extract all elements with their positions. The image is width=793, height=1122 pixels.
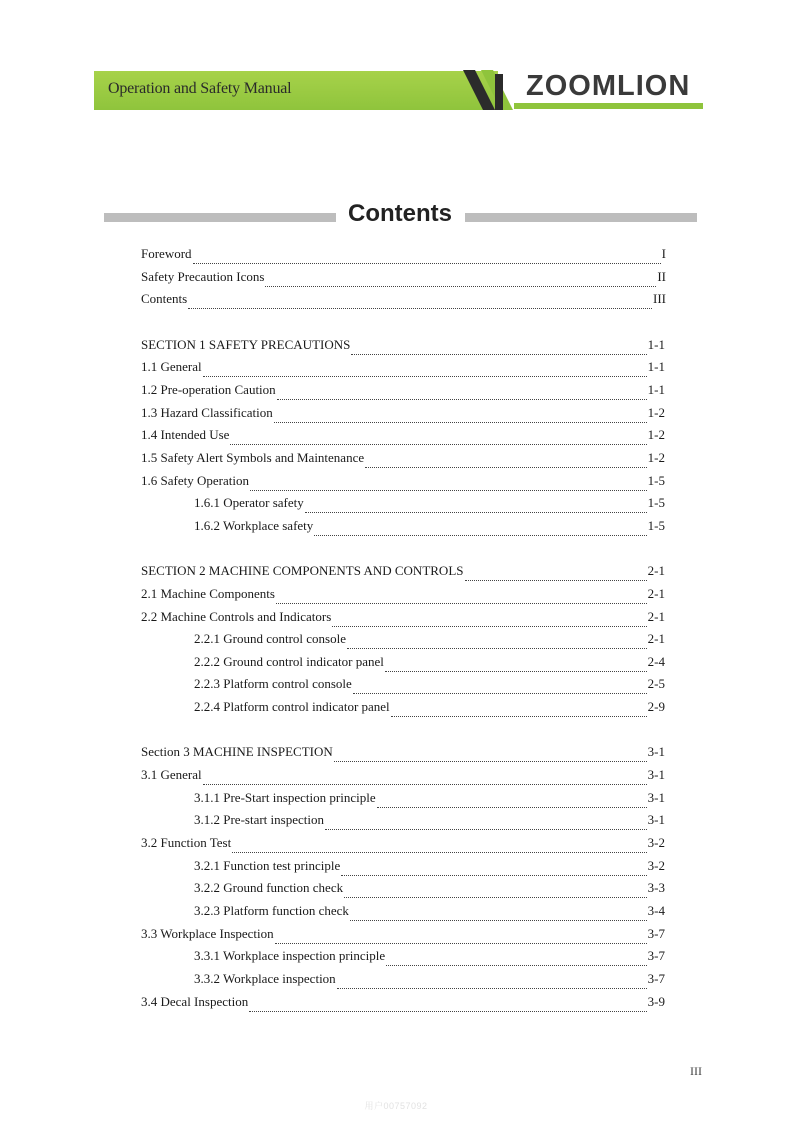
toc-subentry[interactable] — [194, 516, 665, 536]
toc-entry-page: 2-1 — [647, 609, 665, 624]
toc-entry-page: III — [653, 291, 666, 306]
toc-entry-label: SECTION 1 SAFETY PRECAUTIONS — [141, 337, 351, 352]
toc-subentry[interactable] — [194, 629, 665, 649]
toc-entry-page: 2-1 — [647, 631, 665, 646]
toc-entry[interactable] — [141, 244, 666, 264]
toc-entry-page: 3-9 — [647, 994, 665, 1009]
toc-entry[interactable] — [141, 765, 665, 785]
toc-entry[interactable] — [141, 833, 665, 853]
toc-entry-label: 1.6.1 Operator safety — [194, 495, 304, 510]
toc-entry-page: 1-5 — [647, 495, 665, 510]
toc-entry-page: 1-5 — [647, 473, 665, 488]
toc-entry-label: 2.2.2 Ground control indicator panel — [194, 654, 384, 669]
toc-subentry[interactable] — [194, 856, 665, 876]
toc-entry-page: 2-9 — [647, 699, 665, 714]
page-number: III — [690, 1064, 702, 1078]
toc-entry-label: 3.3.1 Workplace inspection principle — [194, 948, 386, 963]
toc-entry-label: 1.2 Pre-operation Caution — [141, 382, 276, 397]
toc-subentry[interactable] — [194, 969, 665, 989]
toc-entry-label: 1.1 General — [141, 359, 202, 374]
toc-entry-label: 3.3.2 Workplace inspection — [194, 971, 336, 986]
watermark: 用户00757092 — [364, 1101, 428, 1111]
toc-entry-page: 3-7 — [647, 948, 665, 963]
manual-title: Operation and Safety Manual — [108, 80, 292, 97]
toc-entry[interactable] — [141, 357, 665, 377]
toc-subentry[interactable] — [194, 674, 665, 694]
toc-entry[interactable] — [141, 380, 665, 400]
toc-entry-label: 3.2 Function Test — [141, 835, 232, 850]
toc-entry-page: 2-4 — [647, 654, 665, 669]
contents-heading: Contents — [348, 200, 452, 227]
toc-entry-page: 1-2 — [647, 427, 665, 442]
toc-entry[interactable] — [141, 403, 665, 423]
toc-entry-page: 1-1 — [647, 337, 665, 352]
toc-entry-page: II — [657, 269, 666, 284]
toc-entry-page: 3-7 — [647, 926, 665, 941]
toc-entry-page: 2-1 — [647, 586, 665, 601]
toc-entry-label: 2.1 Machine Components — [141, 586, 275, 601]
toc-subentry[interactable] — [194, 878, 665, 898]
toc-entry[interactable] — [141, 425, 665, 445]
toc-entry-label: 3.1 General — [141, 767, 202, 782]
toc-subentry[interactable] — [194, 810, 665, 830]
toc-entry-page: 1-1 — [647, 359, 665, 374]
toc-subentry[interactable] — [194, 697, 665, 717]
toc-subentry[interactable] — [194, 652, 665, 672]
toc-entry-label: 2.2 Machine Controls and Indicators — [141, 609, 332, 624]
toc-entry-page: 3-2 — [647, 858, 665, 873]
toc-section-heading[interactable] — [141, 561, 665, 581]
toc-entry[interactable] — [141, 924, 665, 944]
toc-entry-label: Safety Precaution Icons — [141, 269, 265, 284]
toc-entry-label: 1.6.2 Workplace safety — [194, 518, 314, 533]
toc-entry-page: 3-1 — [647, 744, 665, 759]
toc-entry-label: 1.6 Safety Operation — [141, 473, 249, 488]
toc-entry-label: SECTION 2 MACHINE COMPONENTS AND CONTROLS — [141, 563, 464, 578]
toc-entry-label: 2.2.3 Platform control console — [194, 676, 352, 691]
toc-entry-label: 1.3 Hazard Classification — [141, 405, 273, 420]
toc-entry-page: 3-7 — [647, 971, 665, 986]
toc-section-heading[interactable] — [141, 742, 665, 762]
toc-entry-label: 3.2.3 Platform function check — [194, 903, 349, 918]
toc-entry-page: 1-2 — [647, 405, 665, 420]
toc-entry-label: 3.2.2 Ground function check — [194, 880, 344, 895]
toc-entry-page: 1-5 — [647, 518, 665, 533]
toc-entry-page: 2-1 — [647, 563, 665, 578]
toc-entry-label: Foreword — [141, 246, 192, 261]
toc-entry-label: 2.2.1 Ground control console — [194, 631, 347, 646]
toc-entry-label: 3.3 Workplace Inspection — [141, 926, 274, 941]
toc-entry-label: 1.4 Intended Use — [141, 427, 230, 442]
toc-entry-page: 3-4 — [647, 903, 665, 918]
toc-entry[interactable] — [141, 992, 665, 1012]
toc-entry[interactable] — [141, 584, 665, 604]
toc-entry-label: 2.2.4 Platform control indicator panel — [194, 699, 390, 714]
toc-subentry[interactable] — [194, 788, 665, 808]
toc-entry-label: 1.5 Safety Alert Symbols and Maintenance — [141, 450, 365, 465]
toc-entry-page: I — [661, 246, 666, 261]
toc-entry-label: Contents — [141, 291, 188, 306]
toc-subentry[interactable] — [194, 493, 665, 513]
toc-entry[interactable] — [141, 448, 665, 468]
toc-entry-page: 3-2 — [647, 835, 665, 850]
toc-subentry[interactable] — [194, 946, 665, 966]
toc-entry-page: 3-1 — [647, 767, 665, 782]
toc-entry[interactable] — [141, 289, 666, 309]
toc-entry-label: Section 3 MACHINE INSPECTION — [141, 744, 333, 759]
toc-entry[interactable] — [141, 471, 665, 491]
toc-subentry[interactable] — [194, 901, 665, 921]
toc-entry-page: 2-5 — [647, 676, 665, 691]
toc-entry-label: 3.1.1 Pre-Start inspection principle — [194, 790, 376, 805]
toc-entry-page: 1-2 — [647, 450, 665, 465]
toc-entry[interactable] — [141, 607, 665, 627]
toc-entry-page: 3-1 — [647, 790, 665, 805]
toc-entry-label: 3.1.2 Pre-start inspection — [194, 812, 324, 827]
toc-entry-page: 1-1 — [647, 382, 665, 397]
toc-entry[interactable] — [141, 267, 666, 287]
toc-section-heading[interactable] — [141, 335, 665, 355]
toc-entry-label: 3.4 Decal Inspection — [141, 994, 249, 1009]
toc-entry-page: 3-1 — [647, 812, 665, 827]
brand-name: ZOOMLION — [526, 70, 691, 102]
toc-entry-page: 3-3 — [647, 880, 665, 895]
toc-entry-label: 3.2.1 Function test principle — [194, 858, 341, 873]
